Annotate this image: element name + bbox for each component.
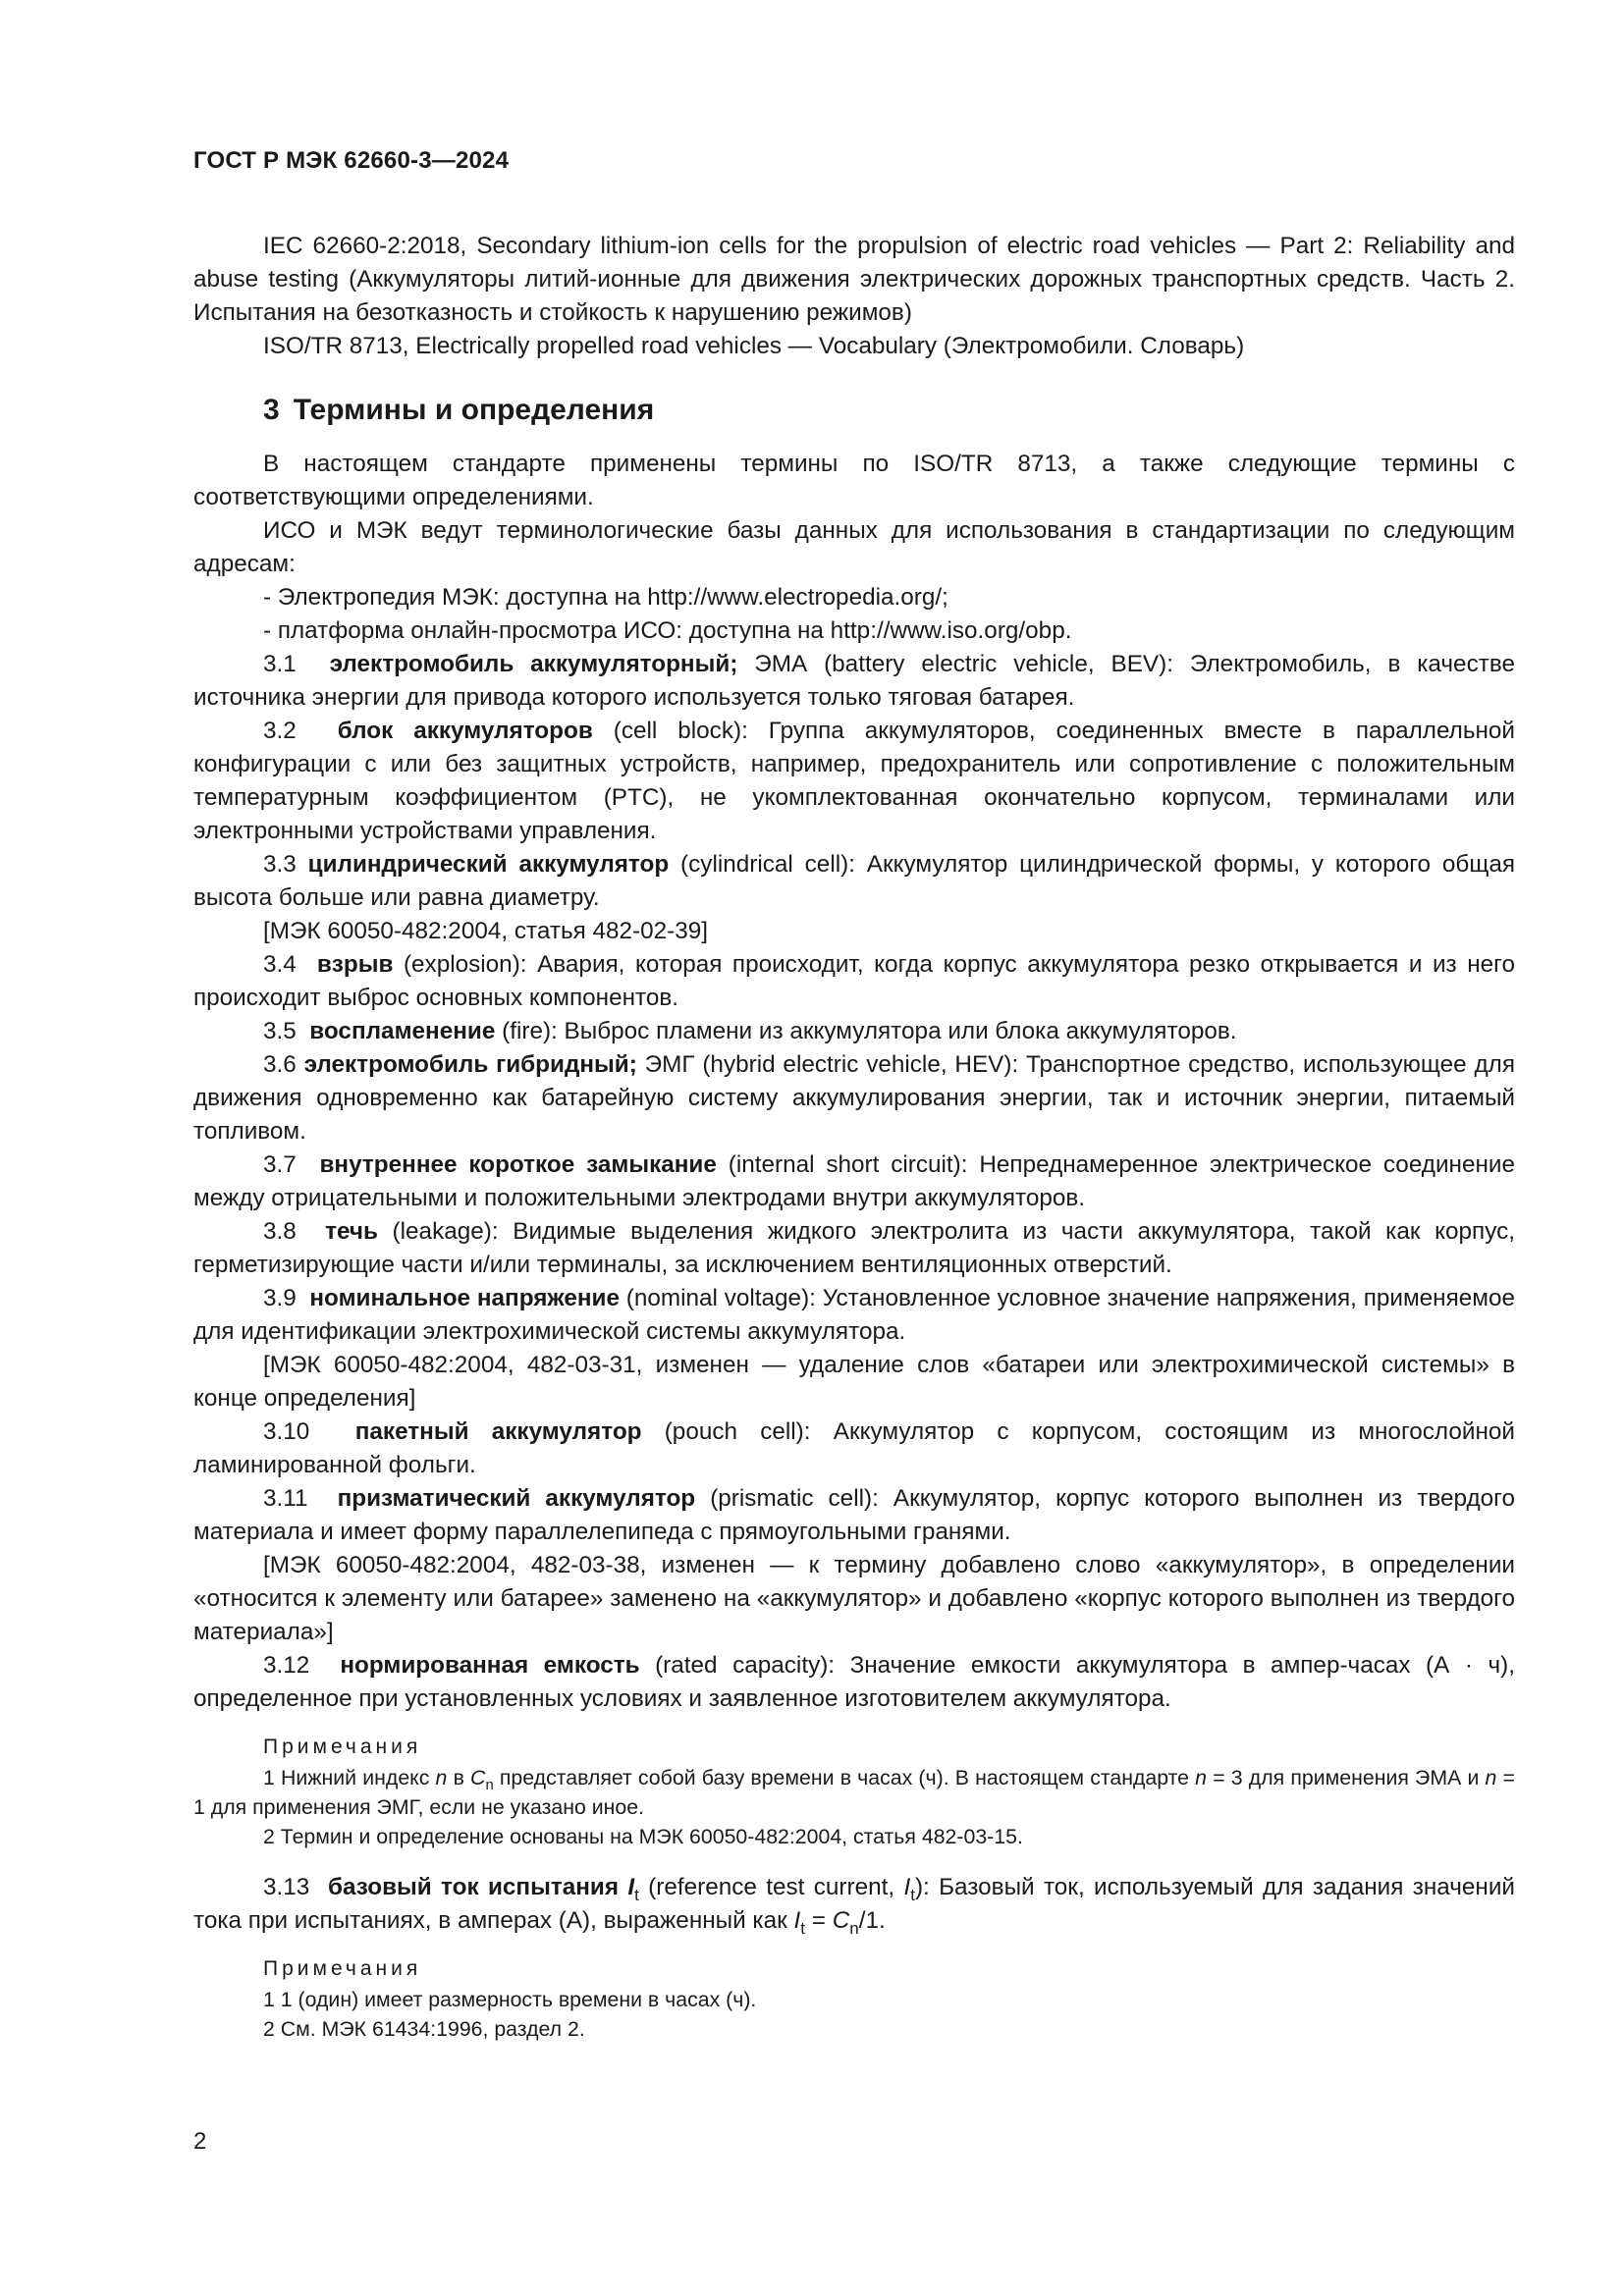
term-name: течь bbox=[325, 1218, 378, 1245]
symbol-n: n bbox=[1195, 1766, 1208, 1789]
term-name: призматический аккумулятор bbox=[337, 1485, 696, 1512]
notes-heading: Примечания bbox=[263, 1735, 422, 1758]
term-number: 3.8 bbox=[263, 1218, 297, 1245]
note-1: 1 1 (один) имеет размерность времени в часах (ч). bbox=[263, 1988, 757, 2011]
subscript-t: t bbox=[910, 1885, 915, 1904]
symbol-i: I bbox=[793, 1907, 801, 1934]
term-3-13 bbox=[193, 1871, 1515, 1938]
term-definition: (explosion): Авария, которая происходит, когда корпус аккумулятора резко открывается и из него происходит выброс основных компонентов. bbox=[193, 951, 1515, 1011]
term-name: электромобиль гибридный; bbox=[303, 1051, 637, 1078]
term-3-6 bbox=[193, 1048, 1515, 1148]
term-3-11 bbox=[193, 1482, 1515, 1549]
term-number: 3.6 bbox=[263, 1051, 297, 1078]
term-3-10 bbox=[193, 1415, 1515, 1482]
symbol-c: C bbox=[832, 1907, 850, 1934]
page-number: 2 bbox=[193, 2128, 207, 2155]
list-item-iso-obp: - платформа онлайн-просмотра ИСО: доступна на http://www.iso.org/obp. bbox=[263, 617, 1072, 644]
term-3-8 bbox=[193, 1215, 1515, 1282]
term-number: 3.12 bbox=[263, 1652, 310, 1679]
document-header: ГОСТ Р МЭК 62660-3—2024 bbox=[193, 147, 510, 174]
term-number: 3.7 bbox=[263, 1151, 297, 1178]
term-3-5 bbox=[193, 1015, 1515, 1048]
term-definition: (nominal voltage): Установленное условное значение напряжения, применяемое для идентификации электрохимической системы аккумулятора. bbox=[193, 1285, 1515, 1345]
term-definition: ЭМА (battery electric vehicle, BEV): Электромобиль, в качестве источника энергии для привода которого используется только тяговая батарея. bbox=[193, 651, 1515, 711]
term-name: нормированная емкость bbox=[340, 1652, 640, 1679]
term-number: 3.11 bbox=[263, 1485, 308, 1512]
subscript-t: t bbox=[634, 1885, 639, 1904]
term-definition: (rated capacity): Значение емкости аккумулятора в ампер-часах (А · ч), определенное при установленных условиях и заявленное изготовителем аккумулятора. bbox=[193, 1652, 1515, 1712]
term-name: взрыв bbox=[316, 951, 394, 978]
list-item-electropedia: - Электропедия МЭК: доступна на http://www.electropedia.org/; bbox=[263, 584, 948, 611]
term-number: 3.10 bbox=[263, 1418, 310, 1445]
term-definition: (cylindrical cell): Аккумулятор цилиндрической формы, у которого общая высота больше или равна диаметру. bbox=[193, 851, 1515, 911]
term-number: 3.13 bbox=[263, 1874, 310, 1900]
notes-heading: Примечания bbox=[263, 1957, 422, 1980]
term-number: 3.3 bbox=[263, 851, 297, 878]
reference-iso-tr-8713: ISO/TR 8713, Electrically propelled road vehicles — Vocabulary (Электромобили. Словарь) bbox=[263, 333, 1245, 359]
term-3-7 bbox=[193, 1148, 1515, 1215]
term-3-11-source: [МЭК 60050-482:2004, 482-03-38, изменен — к термину добавлено слово «аккумулятор», в определении «относится к элементу или батарее» заменено на «аккумулятор» и добавлено «корпус которого выполнен из твердого материала»] bbox=[193, 1552, 1515, 1645]
term-name: пакетный аккумулятор bbox=[354, 1418, 642, 1445]
spacer bbox=[193, 1851, 1515, 1871]
term-number: 3.2 bbox=[263, 718, 297, 744]
subscript-t: t bbox=[800, 1918, 805, 1938]
term-3-4 bbox=[193, 948, 1515, 1015]
term-definition: (internal short circuit): Непреднамеренное электрическое соединение между отрицательными и положительными электродами внутри аккумуляторов. bbox=[193, 1151, 1515, 1211]
term-definition: ЭМГ (hybrid electric vehicle, HEV): Транспортное средство, использующее для движения одновременно как батарейную систему аккумулирования энергии, так и источник энергии, питаемый топливом. bbox=[193, 1051, 1515, 1145]
term-name: базовый ток испытания bbox=[327, 1874, 620, 1900]
note-text: представляет собой базу времени в часах (ч). В настоящем стандарте bbox=[493, 1766, 1196, 1789]
subscript-n: n bbox=[485, 1778, 494, 1794]
term-3-9 bbox=[193, 1282, 1515, 1349]
term-definition: (cell block): Группа аккумуляторов, соединенных вместе в параллельной конфигурации с или без защитных устройств, например, предохранитель или сопротивление с положительным температурным коэффициентом (PTC), не укомплектованная окончательно корпусом, терминалами или электронными устройствами управления. bbox=[193, 718, 1515, 844]
term-3-9-source: [МЭК 60050-482:2004, 482-03-31, изменен — удаление слов «батареи или электрохимической системы» в конце определения] bbox=[193, 1352, 1515, 1412]
note-text: = 3 для применения ЭМА и bbox=[1207, 1766, 1486, 1789]
term-3-12 bbox=[193, 1649, 1515, 1716]
note-text: 1 Нижний индекс bbox=[263, 1766, 436, 1789]
term-3-3-source: [МЭК 60050-482:2004, статья 482-02-39] bbox=[263, 918, 709, 944]
document-page bbox=[193, 147, 1515, 2044]
term-name: блок аккумуляторов bbox=[337, 718, 593, 744]
term-number: 3.9 bbox=[263, 1285, 297, 1311]
note-2: 2 Термин и определение основаны на МЭК 60050-482:2004, статья 482-03-15. bbox=[263, 1825, 1023, 1848]
term-number: 3.5 bbox=[263, 1018, 297, 1044]
term-number: 3.4 bbox=[263, 951, 297, 978]
term-name: цилиндрический аккумулятор bbox=[307, 851, 670, 878]
term-definition: (leakage): Видимые выделения жидкого электролита из части аккумулятора, такой как корпус, герметизирующие части и/или терминалы, за исключением вентиляционных отверстий. bbox=[193, 1218, 1515, 1278]
note-text: в bbox=[447, 1766, 471, 1789]
section-intro-1: В настоящем стандарте применены термины по ISO/TR 8713, а также следующие термины с соответствующими определениями. bbox=[193, 451, 1515, 510]
term-name: электромобиль аккумуляторный; bbox=[329, 651, 738, 677]
note-2: 2 См. МЭК 61434:1996, раздел 2. bbox=[263, 2017, 585, 2041]
term-definition: (prismatic cell): Аккумулятор, корпус которого выполнен из твердого материала и имеет форму параллелепипеда с прямоугольными гранями. bbox=[193, 1485, 1515, 1545]
symbol-i: I bbox=[903, 1874, 911, 1900]
formula-tail: /1. bbox=[858, 1907, 886, 1934]
section-intro-2: ИСО и МЭК ведут терминологические базы данных для использования в стандартизации по следующим адресам: bbox=[193, 517, 1515, 577]
note-1 bbox=[193, 1763, 1515, 1822]
section-number: 3 bbox=[263, 394, 280, 426]
term-name: внутреннее короткое замыкание bbox=[319, 1151, 717, 1178]
subscript-n: n bbox=[849, 1918, 859, 1938]
section-3-title bbox=[263, 391, 1515, 430]
symbol-c: C bbox=[470, 1766, 486, 1789]
term-number: 3.1 bbox=[263, 651, 297, 677]
note-text: = 1 для применения ЭМГ, если не указано иное. bbox=[193, 1766, 1515, 1819]
term-3-1 bbox=[193, 648, 1515, 715]
symbol-i: I bbox=[627, 1874, 635, 1900]
term-definition: (fire): Выброс пламени из аккумулятора или блока аккумуляторов. bbox=[495, 1018, 1237, 1044]
term-name: воспламенение bbox=[309, 1018, 496, 1044]
term-3-2 bbox=[193, 715, 1515, 848]
section-title-text: Термины и определения bbox=[293, 394, 655, 426]
term-definition: ): Базовый ток, используемый для задания значений тока при испытаниях, в амперах (А), выраженный как bbox=[193, 1874, 1515, 1934]
reference-iec-62660-2: IEC 62660-2:2018, Secondary lithium-ion cells for the propulsion of electric road vehicles — Part 2: Reliability and abuse testing (Аккумуляторы литий-ионные для движения электрических дорожных транспортных средств. Часть 2. Испытания на безотказность и стойкость к нарушению режимов) bbox=[193, 233, 1515, 326]
term-definition: (pouch cell): Аккумулятор с корпусом, состоящим из многослойной ламинированной фольги. bbox=[193, 1418, 1515, 1478]
term-name: номинальное напряжение bbox=[309, 1285, 620, 1311]
symbol-n: n bbox=[435, 1766, 448, 1789]
equals: = bbox=[805, 1907, 833, 1934]
term-3-3 bbox=[193, 848, 1515, 915]
symbol-n: n bbox=[1485, 1766, 1497, 1789]
term-definition: (reference test current, bbox=[638, 1874, 904, 1900]
